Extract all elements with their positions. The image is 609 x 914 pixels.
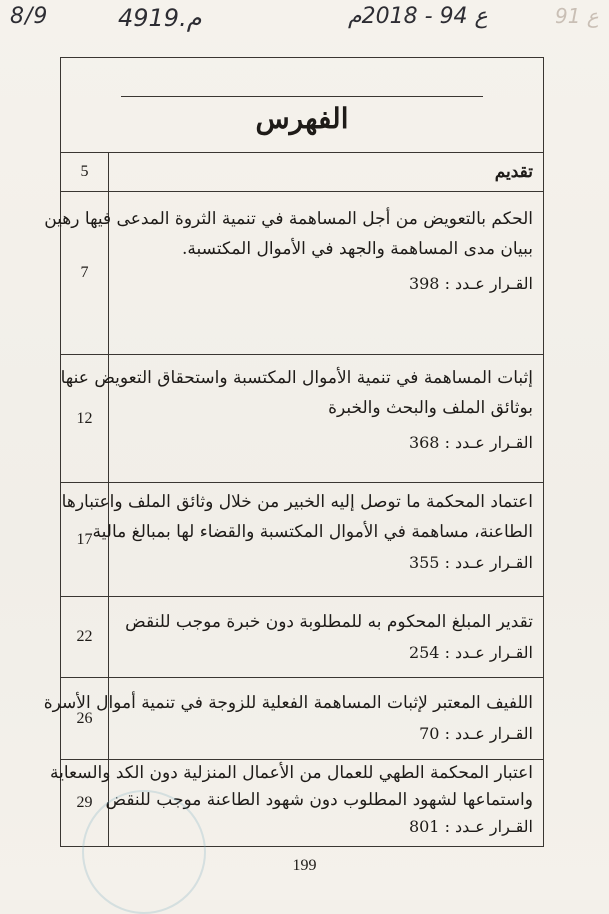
faint-stamp-mark — [82, 790, 206, 914]
toc-entry-line: الحكم بالتعويض من أجل المساهمة في تنمية الثروة المدعى فيها رهين — [44, 209, 533, 229]
toc-page-number: 17 — [61, 483, 109, 596]
handwritten-note-right: ع 94 - 2018م — [348, 4, 488, 29]
toc-page-number: 26 — [61, 678, 109, 759]
toc-entry-line: ببيان مدى المساهمة والجهد في الأموال المكتسبة. — [182, 239, 533, 259]
toc-entry-line: اعتماد المحكمة ما توصل إليه الخبير من خلال وثائق الملف واعتبارها — [61, 492, 533, 512]
toc-decision-number: القـرار عـدد : 398 — [408, 274, 533, 293]
toc-decision-number: القـرار عـدد : 355 — [408, 553, 533, 572]
toc-entry-line: بوثائق الملف والبحث والخبرة — [328, 398, 533, 418]
toc-row[interactable] — [61, 355, 543, 483]
toc-page-number: 5 — [61, 152, 109, 191]
title-rule-top — [121, 96, 483, 97]
toc-decision-number: القـرار عـدد : 254 — [408, 643, 533, 662]
toc-entry-line: الطاعنة، مساهمة في الأموال المكتسبة والقضاء لها بمبالغ مالية — [92, 522, 533, 542]
toc-entry-line: إثبات المساهمة في تنمية الأموال المكتسبة واستحقاق التعويض عنها — [60, 368, 533, 388]
toc-page-number: 22 — [61, 597, 109, 677]
toc-entry-line: اللفيف المعتبر لإثبات المساهمة الفعلية للزوجة في تنمية أموال الأسرة — [43, 693, 533, 713]
toc-entry-line: اعتبار المحكمة الطهي للعمال من الأعمال المنزلية دون الكد والسعاية — [49, 763, 533, 783]
toc-page-number: 12 — [61, 355, 109, 482]
page-number: 199 — [292, 857, 317, 874]
toc-entry-title: تقديم — [494, 162, 533, 182]
toc-header — [61, 58, 543, 153]
handwritten-note-middle: م.4919 — [118, 4, 202, 32]
toc-entry-line: واستماعها لشهود المطلوب دون شهود الطاعنة موجب للنقض — [105, 790, 533, 810]
table-of-contents — [43, 57, 544, 847]
handwritten-note-faint: ع 91 — [555, 4, 599, 28]
toc-row[interactable] — [61, 483, 543, 597]
toc-entry-line: تقدير المبلغ المحكوم به للمطلوبة دون خبرة موجب للنقض — [125, 612, 533, 632]
toc-decision-number: القـرار عـدد : 801 — [408, 817, 533, 836]
toc-page-number: 29 — [61, 760, 109, 846]
toc-row[interactable] — [43, 678, 543, 760]
toc-row[interactable] — [44, 192, 543, 355]
toc-decision-number: القـرار عـدد : 368 — [408, 433, 533, 452]
toc-decision-number: القـرار عـدد : 70 — [419, 724, 533, 743]
toc-row-intro[interactable] — [61, 152, 543, 192]
toc-row[interactable] — [61, 597, 543, 678]
toc-page-number: 7 — [61, 192, 109, 354]
handwritten-note-left: 8/9 — [10, 4, 49, 29]
page-title: الفهرس — [255, 102, 349, 135]
